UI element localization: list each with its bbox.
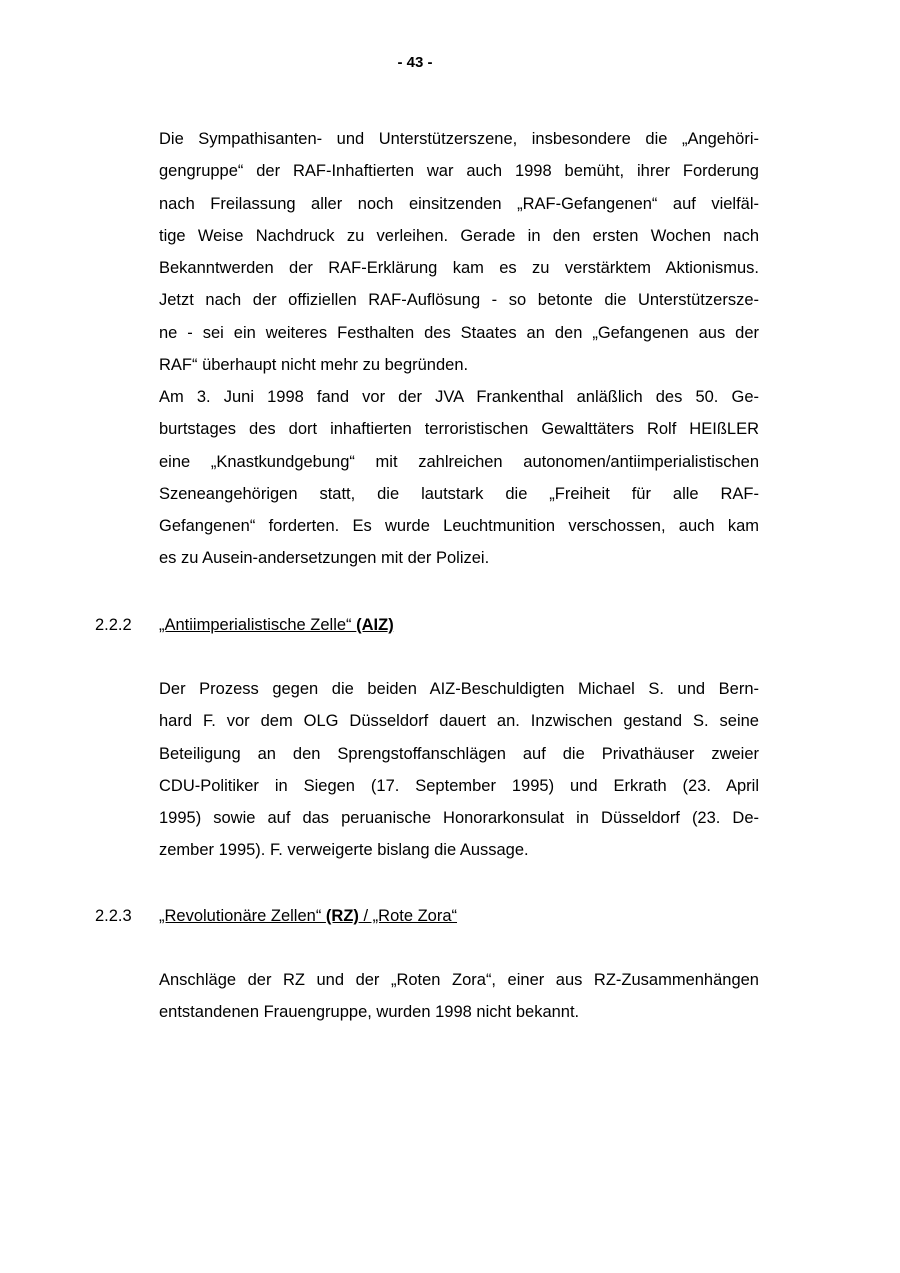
- text-line: Bekanntwerden der RAF-Erklärung kam es zu verstärktem Aktionismus.: [159, 259, 759, 278]
- text-line: entstandenen Frauengruppe, wurden 1998 nicht bekannt.: [159, 1003, 580, 1022]
- text-line: ne - sei ein weiteres Festhalten des Staates an den „Gefangenen aus der: [159, 323, 759, 342]
- text-line: Jetzt nach der offiziellen RAF-Auflösung - so betonte die Unterstützersze-: [159, 291, 759, 310]
- text-line: zember 1995). F. verweigerte bislang die Aussage.: [159, 841, 529, 860]
- text-line: Szeneangehörigen statt, die lautstark die „Freiheit für alle RAF-: [159, 484, 759, 503]
- text-line: Am 3. Juni 1998 fand vor der JVA Frankenthal anläßlich des 50. Ge-: [159, 388, 759, 406]
- text-line: nach Freilassung aller noch einsitzenden „RAF-Gefangenen“ auf vielfäl-: [159, 194, 759, 213]
- text-line: burtstages des dort inhaftierten terroristischen Gewalttäters Rolf HEIßLER: [159, 420, 759, 439]
- paragraph-rz-rote-zora: [159, 964, 759, 1029]
- text-line: CDU-Politiker in Siegen (17. September 1995) und Erkrath (23. April: [159, 776, 759, 795]
- section-number: 2.2.3: [95, 907, 132, 925]
- text-line: Gefangenen“ forderten. Es wurde Leuchtmunition verschossen, auch kam: [159, 517, 759, 536]
- section-title-abbrev: (RZ): [325, 907, 359, 925]
- text-line: gengruppe“ der RAF-Inhaftierten war auch 1998 bemüht, ihrer Forderung: [159, 162, 759, 181]
- paragraph-supporter-scene: [159, 123, 759, 381]
- text-line: es zu Ausein-andersetzungen mit der Polizei.: [159, 549, 490, 568]
- section-title-abbrev: (AIZ): [356, 616, 394, 634]
- text-line: RAF“ überhaupt nicht mehr zu begründen.: [159, 356, 469, 375]
- text-line: hard F. vor dem OLG Düsseldorf dauert an. Inzwischen gestand S. seine: [159, 712, 759, 731]
- section-title: „Antiimperialistische Zelle“ (AIZ): [159, 616, 394, 634]
- section-heading-aiz: [95, 614, 394, 636]
- text-line: eine „Knastkundgebung“ mit zahlreichen autonomen/antiimperialistischen: [159, 452, 759, 471]
- text-line: 1995) sowie auf das peruanische Honorarkonsulat in Düsseldorf (23. De-: [159, 809, 759, 828]
- page-number: - 43 -: [397, 54, 433, 71]
- text-line: Der Prozess gegen die beiden AIZ-Beschuldigten Michael S. und Bern-: [159, 680, 759, 698]
- section-number: 2.2.2: [95, 616, 132, 634]
- text-line: Die Sympathisanten- und Unterstützerszene, insbesondere die „Angehöri-: [159, 130, 759, 148]
- section-title: „Revolutionäre Zellen“ (RZ) / „Rote Zora“: [159, 907, 458, 925]
- section-heading-rz: [95, 905, 457, 927]
- text-line: Anschläge der RZ und der „Roten Zora“, einer aus RZ-Zusammenhängen: [159, 971, 759, 989]
- paragraph-frankenthal-rally: [159, 381, 759, 575]
- text-line: Beteiligung an den Sprengstoffanschlägen auf die Privathäuser zweier: [159, 744, 759, 763]
- paragraph-aiz-trial: [159, 673, 759, 867]
- text-line: tige Weise Nachdruck zu verleihen. Gerade in den ersten Wochen nach: [159, 226, 759, 245]
